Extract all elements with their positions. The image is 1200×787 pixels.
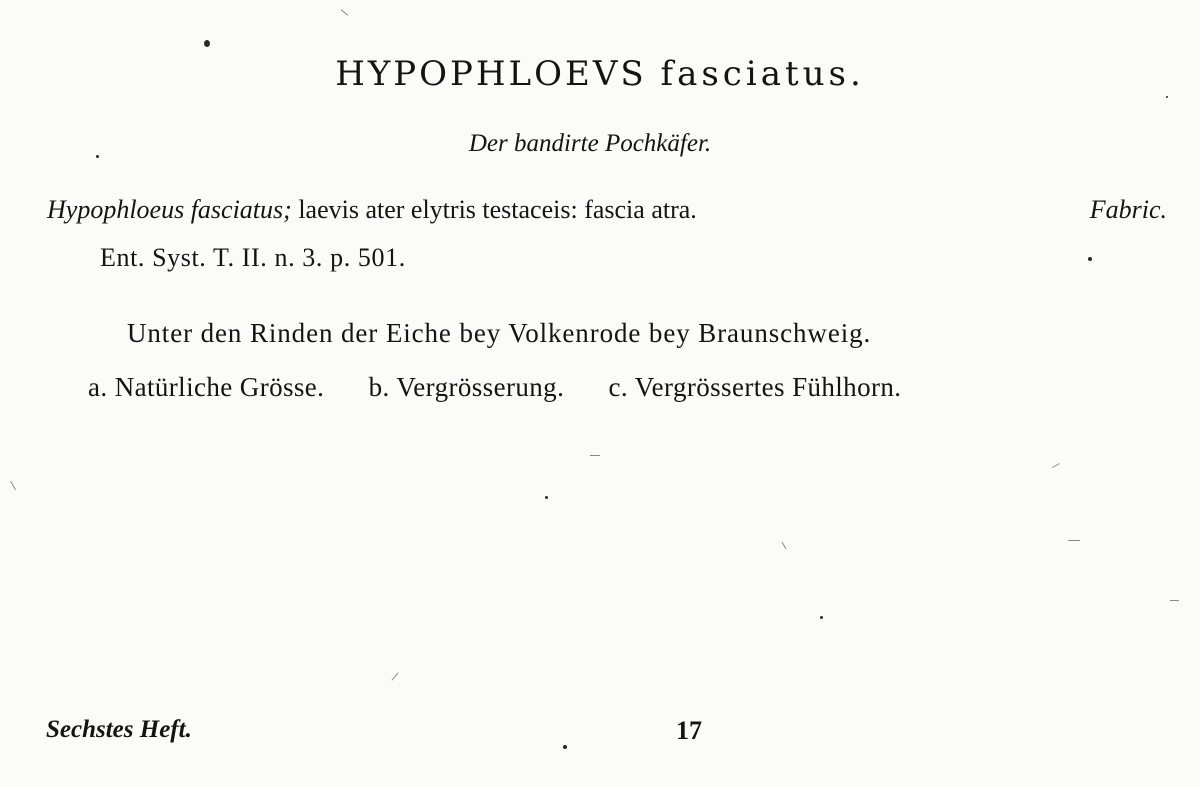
figure-label-b: Vergrösserung. [396,372,565,402]
paper-fiber [1170,600,1179,601]
habitat-text: Unter den Rinden der Eiche bey Volkenrode bey Braunschweig. [127,318,872,348]
paper-fiber [782,542,787,549]
figure-letter-c: c. [608,372,629,402]
paper-speck [545,496,548,499]
scientific-name: Hypophloeus fasciatus; [47,195,292,224]
issue-label: Sechstes Heft. [46,716,192,743]
figure-label-c: Vergrössertes Fühlhorn. [634,372,902,402]
author-citation: Fabric. [1089,195,1167,224]
paper-speck [563,745,567,749]
figure-legend [88,372,901,403]
page-number: 17 [676,716,702,745]
species-name: fasciatus. [660,54,865,94]
figure-label-a: Natürliche Grösse. [114,372,325,402]
paper-fiber [1052,463,1059,468]
paper-fiber [10,481,16,490]
paper-speck [204,40,210,47]
description-text: laevis ater elytris testaceis: fascia atra. [298,195,697,224]
figure-letter-b: b. [368,372,390,402]
description-line [47,195,1167,225]
reference-citation: Ent. Syst. T. II. n. 3. p. 501. [100,243,406,272]
paper-fiber [341,9,349,16]
common-name: Der bandirte Pochkäfer. [468,130,712,157]
paper-fiber [590,455,600,456]
paper-speck [1166,96,1168,98]
paper-speck [820,616,823,619]
paper-fiber [391,672,398,680]
paper-fiber [1068,540,1080,541]
paper-speck [1088,257,1092,261]
genus-name: HYPOPHLOEVS [335,54,647,94]
figure-letter-a: a. [88,372,108,402]
species-title [0,54,1200,94]
